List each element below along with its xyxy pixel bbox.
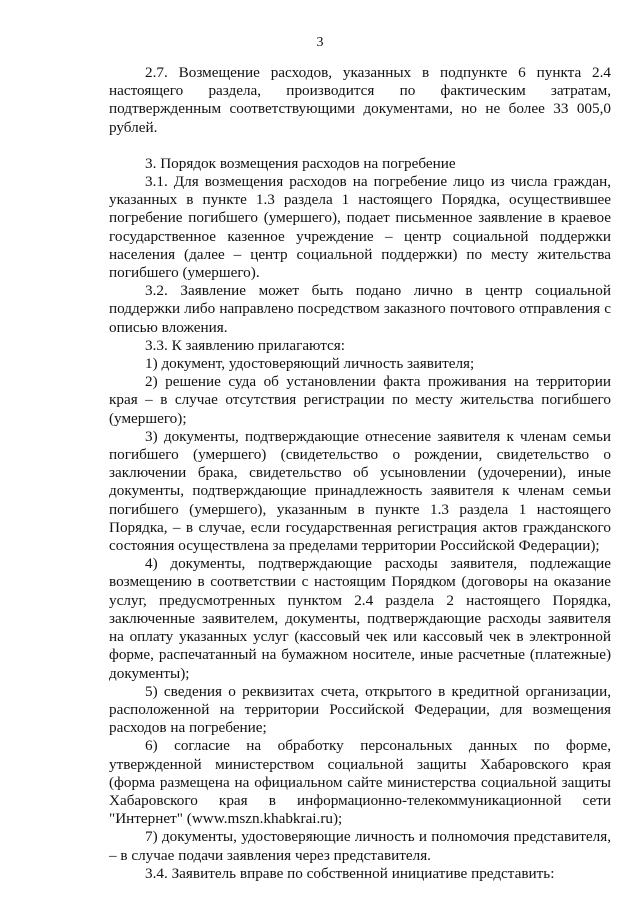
list-item-2: 2) решение суда об установлении факта проживания на территории края – в случае отсутствия регистрации по месту жительства погибшего (умершего);: [109, 373, 611, 427]
document-body: [109, 64, 611, 883]
paragraph-3-2: 3.2. Заявление может быть подано лично в центр социальной поддержки либо направлено посредством заказного почтового отправления с описью вложения.: [109, 282, 611, 336]
list-item-3: 3) документы, подтверждающие отнесение заявителя к членам семьи погибшего (умершего) (свидетельство о рождении, свидетельство о заключении брака, свидетельство об усыновлении (удочерении), иные документы, подтверждающие принадлежность заявителя к членам семьи погибшего (умершего), указанным в пункте 1.3 раздела 1 настоящего Порядка, – в случае, если государственная регистрация актов гражданского состояния осуществлена за пределами территории Российской Федерации);: [109, 427, 611, 555]
section-3-heading: 3. Порядок возмещения расходов на погребение: [145, 154, 456, 172]
paragraph-3-4: 3.4. Заявитель вправе по собственной инициативе представить:: [145, 864, 555, 882]
list-item-1: 1) документ, удостоверяющий личность заявителя;: [145, 355, 475, 373]
paragraph-3-3: 3.3. К заявлению прилагаются:: [145, 336, 345, 354]
list-item-5: 5) сведения о реквизитах счета, открытого в кредитной организации, расположенной на территории Российской Федерации, для возмещения расходов на погребение;: [109, 682, 611, 737]
list-item-7: 7) документы, удостоверяющие личность и полномочия представителя, – в случае подачи заявления через представителя.: [109, 828, 611, 864]
paragraph-3-1: 3.1. Для возмещения расходов на погребение лицо из числа граждан, указанных в пункте 1.3 раздела 1 настоящего Порядка, осуществившее погребение погибшего (умершего), подает письменное заявление в краевое государственное казенное учреждение – центр социальной поддержки населения (далее – центр социальной поддержки) по месту жительства погибшего (умершего).: [109, 173, 611, 282]
page-number: 3: [316, 35, 324, 50]
list-item-6: 6) согласие на обработку персональных данных по форме, утвержденной министерством социальной защиты Хабаровского края (форма размещена на официальном сайте министерства социальной защиты Хабаровского края в информационно-телекоммуникационной сети "Интернет" (www.mszn.khabkrai.ru);: [109, 737, 611, 828]
paragraph-2-7: 2.7. Возмещение расходов, указанных в подпункте 6 пункта 2.4 настоящего раздела, производится по фактическим затратам, подтвержденным соответствующими документами, но не более 33 005,0 рублей.: [109, 64, 611, 136]
list-item-4: 4) документы, подтверждающие расходы заявителя, подлежащие возмещению в соответствии с настоящим Порядком (договоры на оказание услуг, предусмотренных пунктом 2.4 раздела 2 настоящего Порядка, заключенные заявителем, документы, подтверждающие расходы заявителя на оплату указанных услуг (кассовый чек или кассовый чек в электронной форме, распечатанный на бумажном носителе, иные расчетные (платежные) документы);: [109, 555, 611, 682]
